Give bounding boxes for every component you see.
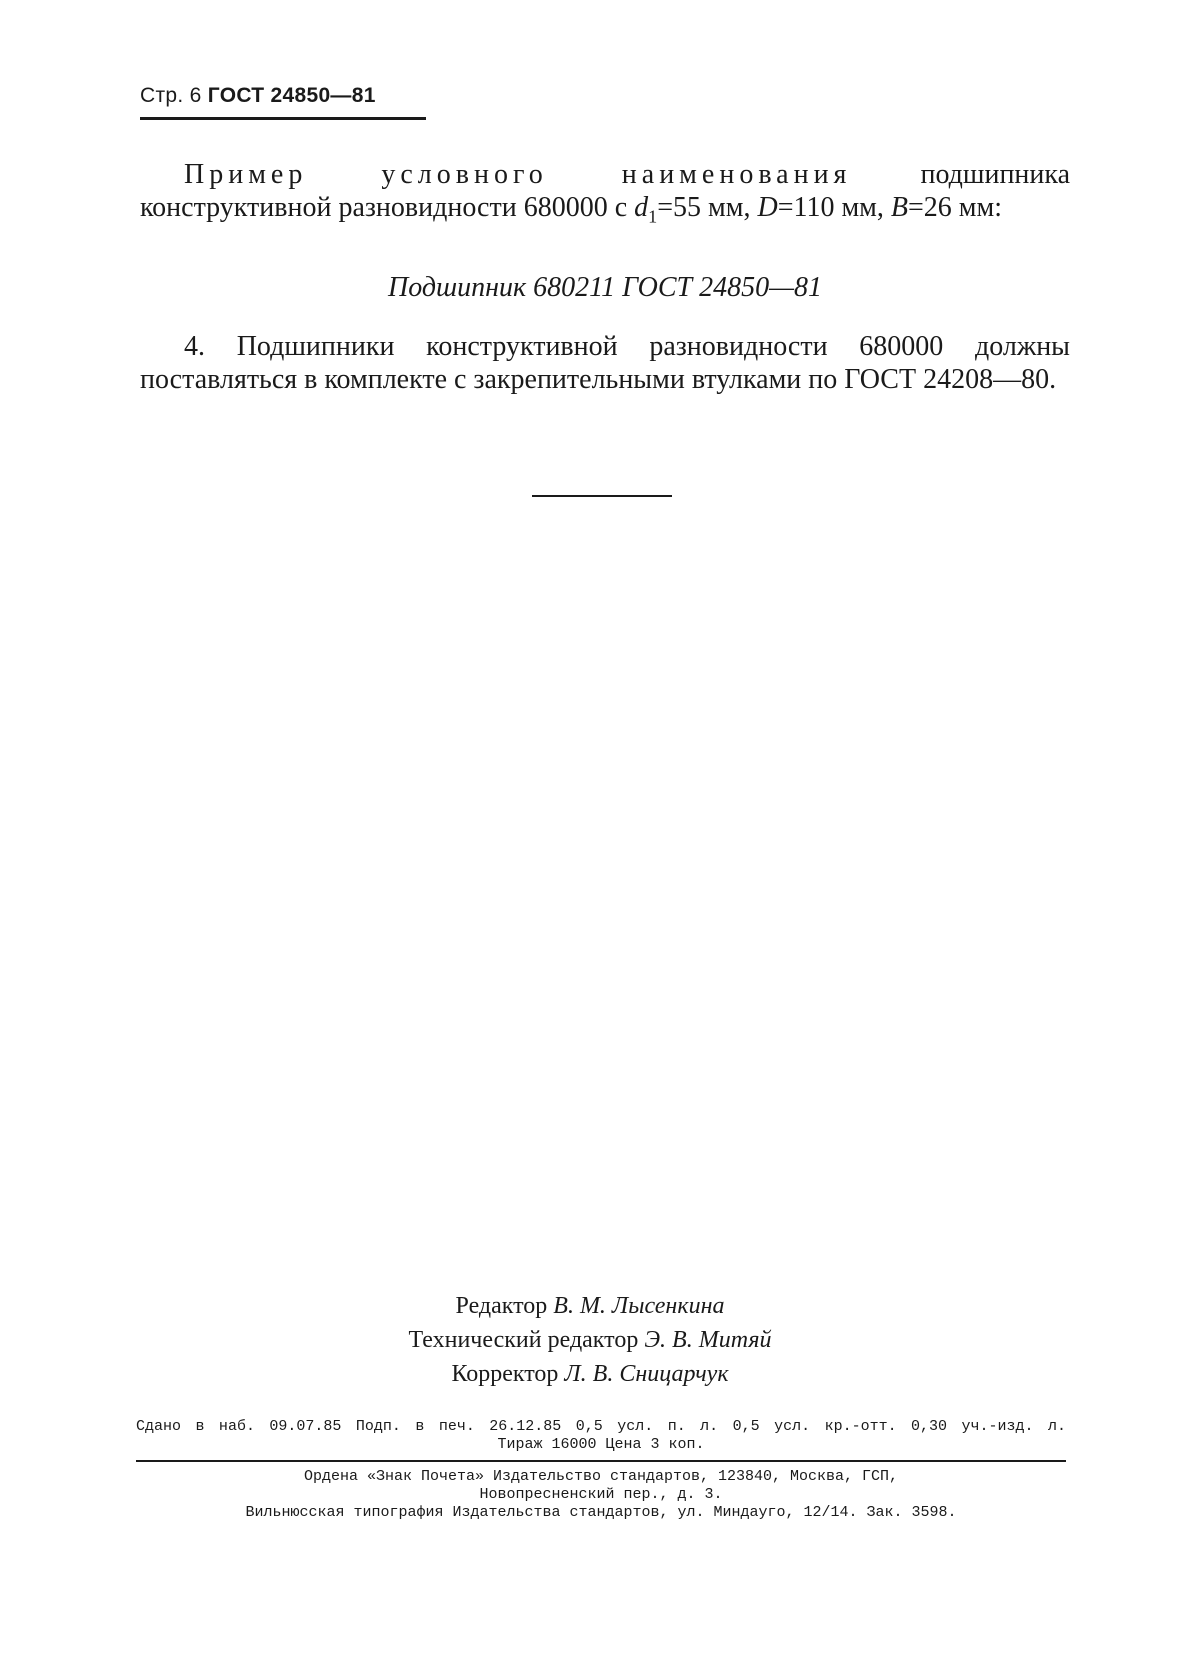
standard-number: ГОСТ 24850—81 xyxy=(207,84,376,107)
publisher-line-1: Ордена «Знак Почета» Издательство стандартов, 123840, Москва, ГСП, xyxy=(303,1468,899,1485)
credits-block xyxy=(300,1289,880,1391)
editor-line: Редактор В. М. Лысенкина xyxy=(455,1293,725,1319)
clause-4-paragraph: 4. Подшипники конструктивной разновидности 680000 должны поставляться в комплекте с закрепительными втулками по ГОСТ 24208—80. xyxy=(140,331,1070,395)
corrector-line: Корректор Л. В. Сницарчук xyxy=(451,1361,729,1387)
imprint-line-2: Тираж 16000 Цена 3 коп. xyxy=(497,1436,705,1453)
tech-editor-line: Технический редактор Э. В. Митяй xyxy=(408,1327,772,1353)
imprint-line-1: Сдано в наб. 09.07.85 Подп. в печ. 26.12.85 0,5 усл. п. л. 0,5 усл. кр.-отт. 0,30 уч.-изд. л. xyxy=(136,1418,1066,1435)
page-header xyxy=(140,84,376,108)
page-number: Стр. 6 xyxy=(140,84,202,107)
designation-example-paragraph: Пример условного наименования подшипника конструктивной разновидности 680000 с $d_1=55$ мм, D=110 мм, B=26 мм: xyxy=(140,159,1071,227)
imprint-rule xyxy=(136,1460,1066,1462)
print-imprint xyxy=(136,1418,1066,1454)
paragraph-lead: Пример условного наименования xyxy=(184,159,852,190)
publisher-line-2: Новопресненский пер., д. 3. xyxy=(479,1486,723,1503)
publisher-line-3: Вильнюсская типография Издательства стандартов, ул. Миндауго, 12/14. Зак. 3598. xyxy=(245,1504,957,1521)
designation-example: Подшипник 680211 ГОСТ 24850—81 xyxy=(388,272,822,303)
header-rule xyxy=(140,117,426,120)
end-of-text-rule xyxy=(532,495,672,497)
publisher-info xyxy=(136,1468,1066,1522)
